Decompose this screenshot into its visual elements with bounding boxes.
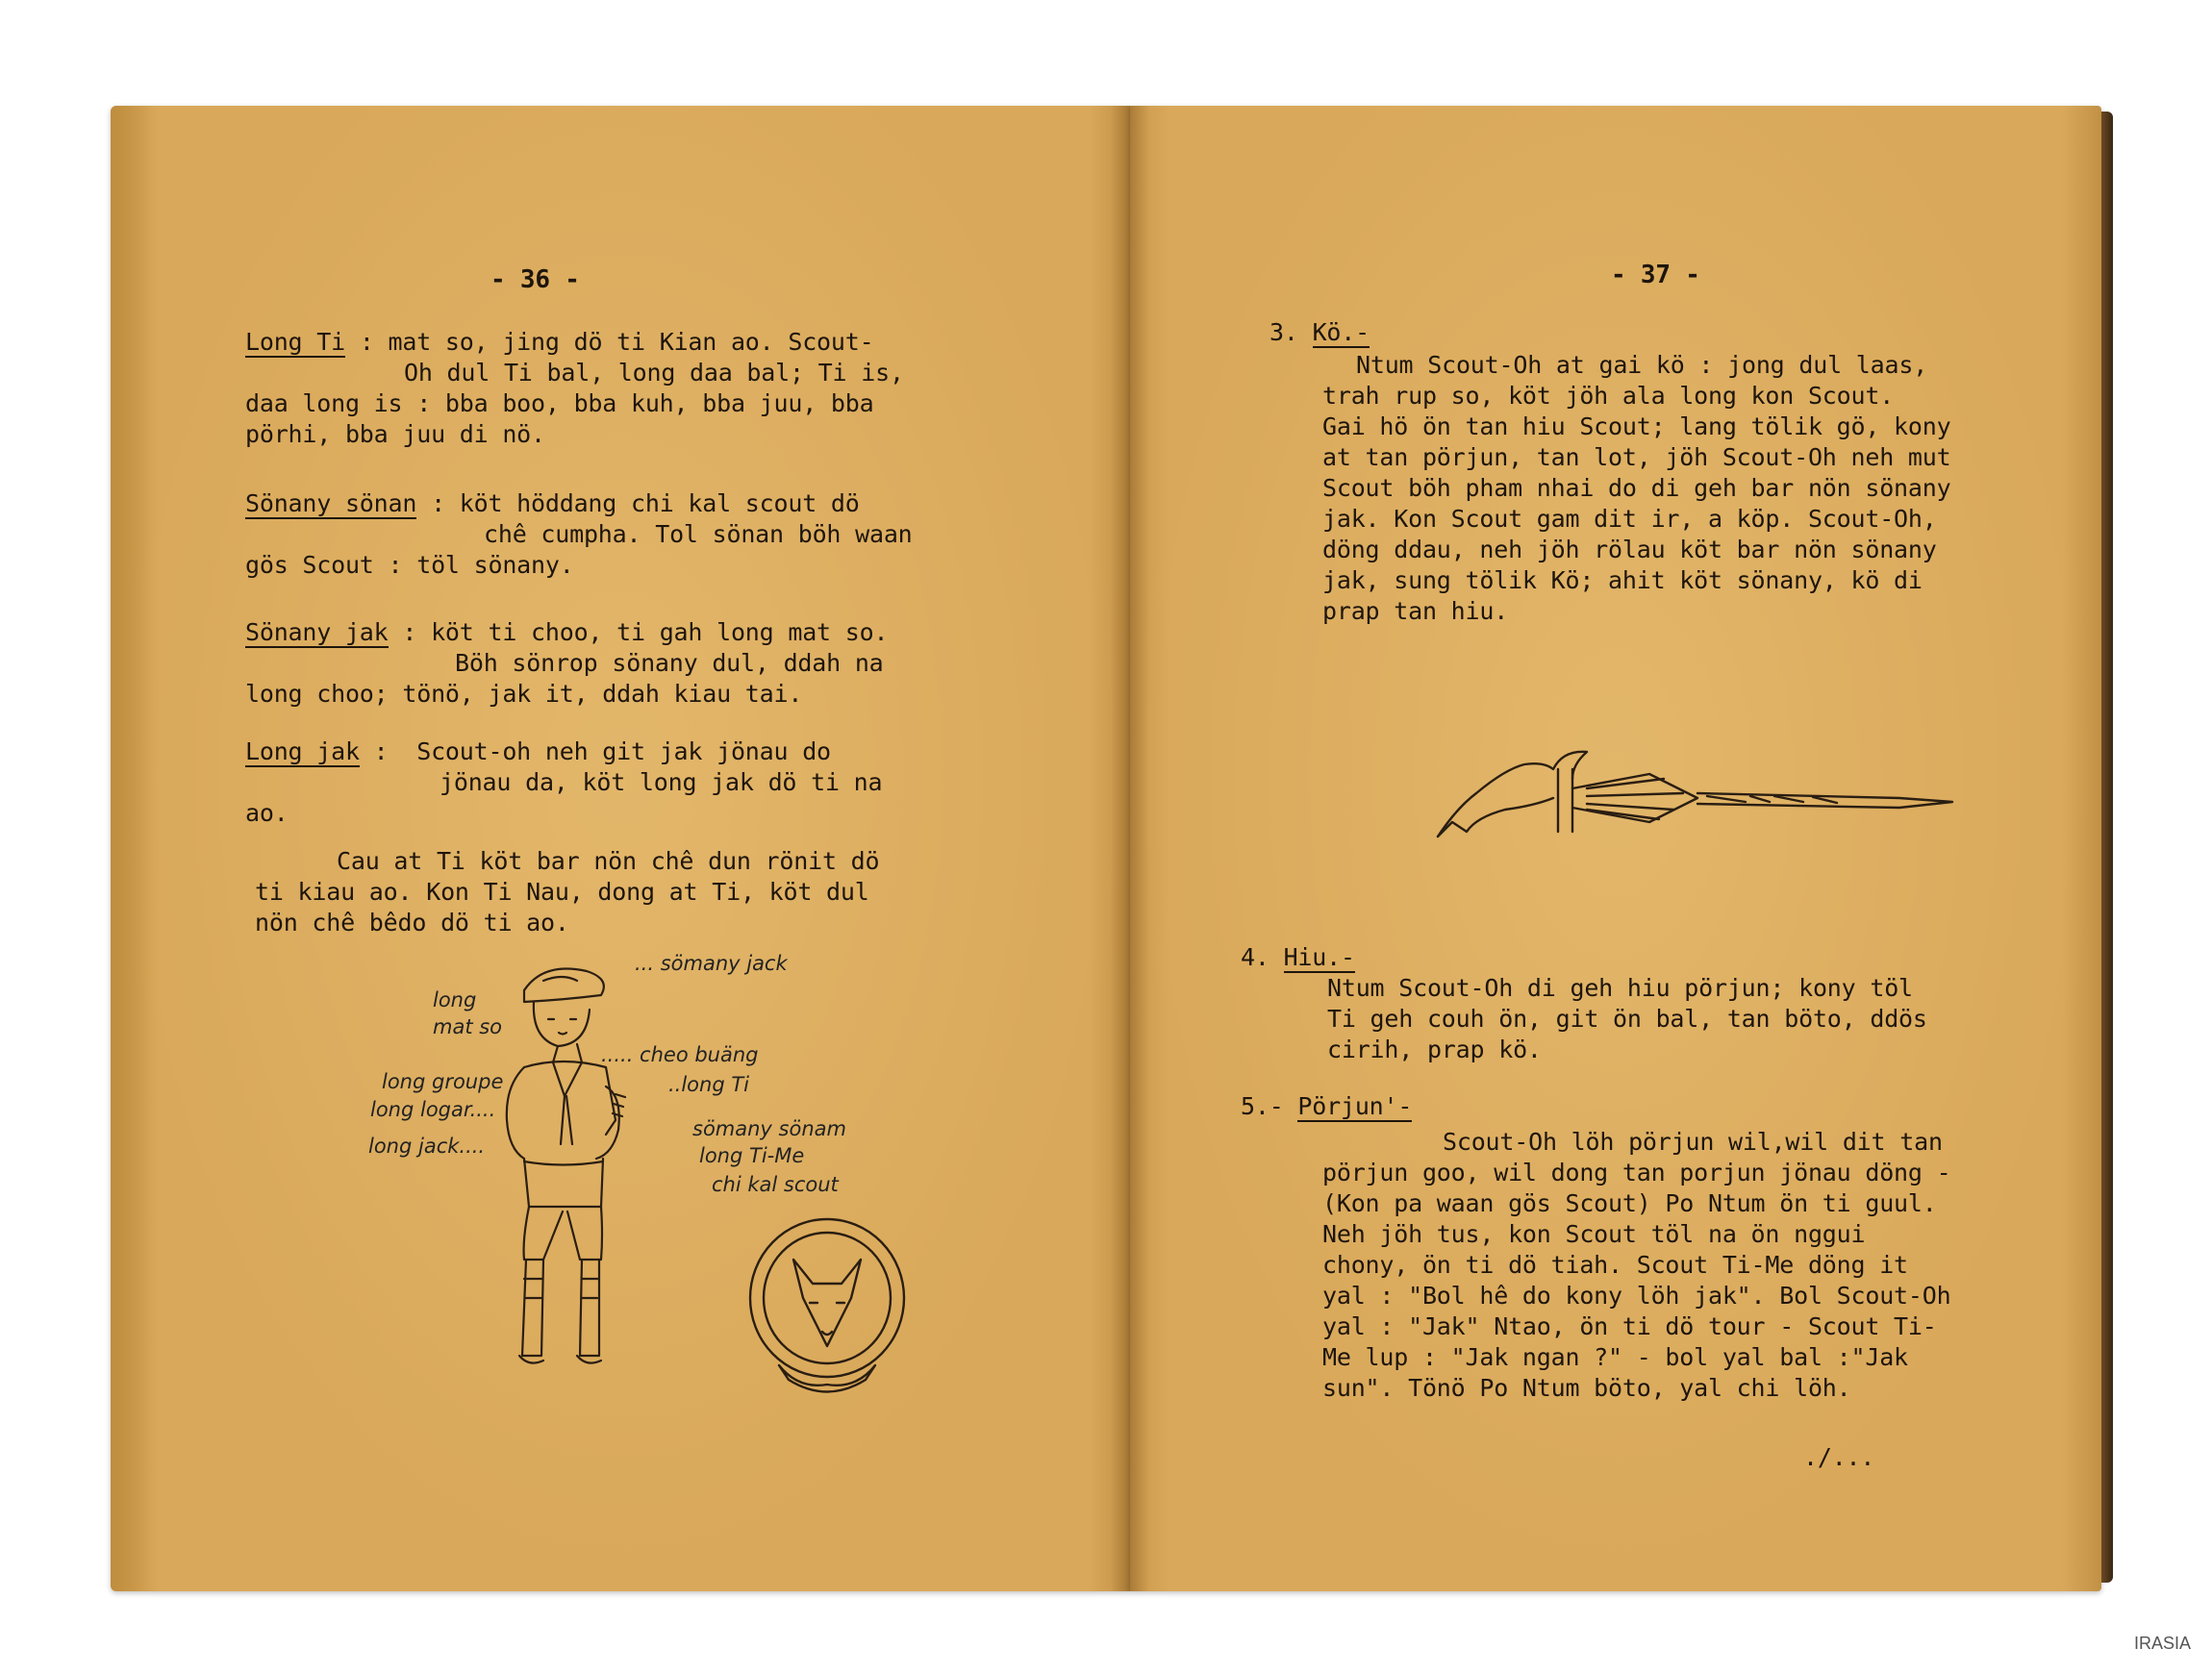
section-3-line: Ntum Scout-Oh at gai kö : jong dul laas,: [1356, 351, 1928, 379]
section-3-line: Scout böh pham nhai do di geh bar nön sönany: [1322, 474, 1951, 502]
entry-long-jak-line: ao.: [245, 799, 289, 827]
section-5-line: (Kon pa waan gös Scout) Po Ntum ön ti guul.: [1322, 1189, 1937, 1217]
label-long-logar: long logar....: [370, 1098, 496, 1121]
book-spine: [1111, 106, 1149, 1591]
entry-sonany-jak-line: Böh sönrop sönany dul, ddah na: [455, 649, 884, 677]
section-3-line: jak, sung tölik Kö; ahit köt sönany, kö di: [1322, 566, 1923, 594]
section-3-line: trah rup so, köt jöh ala long kon Scout.: [1322, 382, 1895, 410]
paragraph-line: Cau at Ti köt bar nön chê dun rönit dö: [337, 847, 880, 875]
entry-long-jak: Long jak : Scout-oh neh git jak jönau do: [245, 737, 831, 765]
section-5-line: sun". Tönö Po Ntum böto, yal chi löh.: [1322, 1374, 1851, 1402]
section-3-line: Gai hö ön tan hiu Scout; lang tölik gö, kony: [1322, 412, 1951, 440]
label-long-mat-so: long: [433, 988, 477, 1011]
label-somany-sonam: sömany sönam: [692, 1117, 846, 1140]
entry-sonany-sonan-line: chê cumpha. Tol sönan böh waan: [484, 520, 913, 548]
label-long-groupe: long groupe: [382, 1070, 504, 1093]
page-number-36: - 36 -: [490, 265, 580, 294]
section-4-line: Ntum Scout-Oh di geh hiu pörjun; kony töl: [1327, 974, 1913, 1002]
book-cover-edge: [2101, 112, 2113, 1583]
entry-sonany-sonan: Sönany sönan : köt höddang chi kal scout dö: [245, 489, 860, 517]
entry-sonany-jak-term: Sönany jak: [245, 618, 389, 646]
entry-long-jak-line: jönau da, köt long jak dö ti na: [440, 768, 883, 796]
open-booklet: [111, 106, 2113, 1591]
label-long-ti: ..long Ti: [668, 1073, 750, 1096]
section-4-heading: 4. Hiu.-: [1241, 943, 1355, 971]
section-5-line: yal : "Jak" Ntao, ön ti dö tour - Scout Ti-: [1322, 1312, 1937, 1340]
section-4-line: Ti geh couh ön, git ön bal, tan böto, ddös: [1327, 1005, 1927, 1033]
paragraph-line: nön chê bêdo dö ti ao.: [255, 909, 569, 936]
label-long-ti-me: long Ti-Me: [699, 1144, 805, 1167]
left-page-edge: [111, 106, 159, 1591]
entry-long-ti: Long Ti : mat so, jing dö ti Kian ao. Scout-: [245, 328, 874, 356]
label-cheo-buang: ..... cheo buäng: [601, 1043, 759, 1066]
entry-long-ti-term: Long Ti: [245, 328, 345, 356]
section-5-heading: 5.- Pörjun'-: [1241, 1092, 1413, 1120]
right-page: [1130, 106, 2101, 1591]
section-5-line: chony, ön ti dö tiah. Scout Ti-Me döng it: [1322, 1251, 1908, 1279]
entry-long-jak-term: Long jak: [245, 737, 360, 765]
spear-drawing: [1419, 740, 2015, 856]
paragraph-line: ti kiau ao. Kon Ti Nau, dong at Ti, köt dul: [255, 878, 869, 906]
label-long-jack: long jack....: [368, 1135, 486, 1158]
fox-emblem-icon: [741, 1211, 914, 1404]
left-page: [111, 106, 1130, 1591]
entry-long-ti-line: pörhi, bba juu di nö.: [245, 420, 545, 448]
continuation-mark: ./...: [1803, 1443, 1875, 1471]
page-number-37: - 37 -: [1611, 261, 1700, 289]
section-4-line: cirih, prap kö.: [1327, 1036, 1542, 1063]
section-5-line: pörjun goo, wil dong tan porjun jönau döng -: [1322, 1159, 1951, 1186]
entry-long-ti-line: Oh dul Ti bal, long daa bal; Ti is,: [404, 359, 904, 387]
section-3-heading: 3. Kö.-: [1269, 318, 1370, 346]
section-5-line: Me lup : "Jak ngan ?" - bol yal bal :"Jak: [1322, 1343, 1908, 1371]
section-3-line: at tan pörjun, tan lot, jöh Scout-Oh neh mut: [1322, 443, 1951, 471]
section-5-line: yal : "Bol hê do kony löh jak". Bol Scout-Oh: [1322, 1282, 1951, 1310]
entry-sonany-jak-line: long choo; tönö, jak it, ddah kiau tai.: [245, 680, 803, 708]
watermark-text: IRASIA: [2133, 1634, 2191, 1653]
section-5-line: Scout-Oh löh pörjun wil,wil dit tan: [1443, 1128, 1943, 1156]
label-chi-kal-scout: chi kal scout: [712, 1173, 839, 1196]
entry-long-ti-line: daa long is : bba boo, bba kuh, bba juu, bba: [245, 389, 874, 417]
entry-sonany-sonan-line: gös Scout : töl sönany.: [245, 551, 574, 579]
label-long-mat-so: mat so: [433, 1015, 503, 1038]
section-3-line: prap tan hiu.: [1322, 597, 1509, 625]
entry-sonany-sonan-term: Sönany sönan: [245, 489, 417, 517]
section-3-line: döng ddau, neh jöh rölau köt bar nön sönany: [1322, 536, 1937, 563]
section-5-line: Neh jöh tus, kon Scout töl na ön nggui: [1322, 1220, 1866, 1248]
label-somany-jack: ... sömany jack: [635, 952, 788, 975]
section-3-line: jak. Kon Scout gam dit ir, a köp. Scout-Oh,: [1322, 505, 1937, 533]
entry-sonany-jak: Sönany jak : köt ti choo, ti gah long mat so.: [245, 618, 889, 646]
